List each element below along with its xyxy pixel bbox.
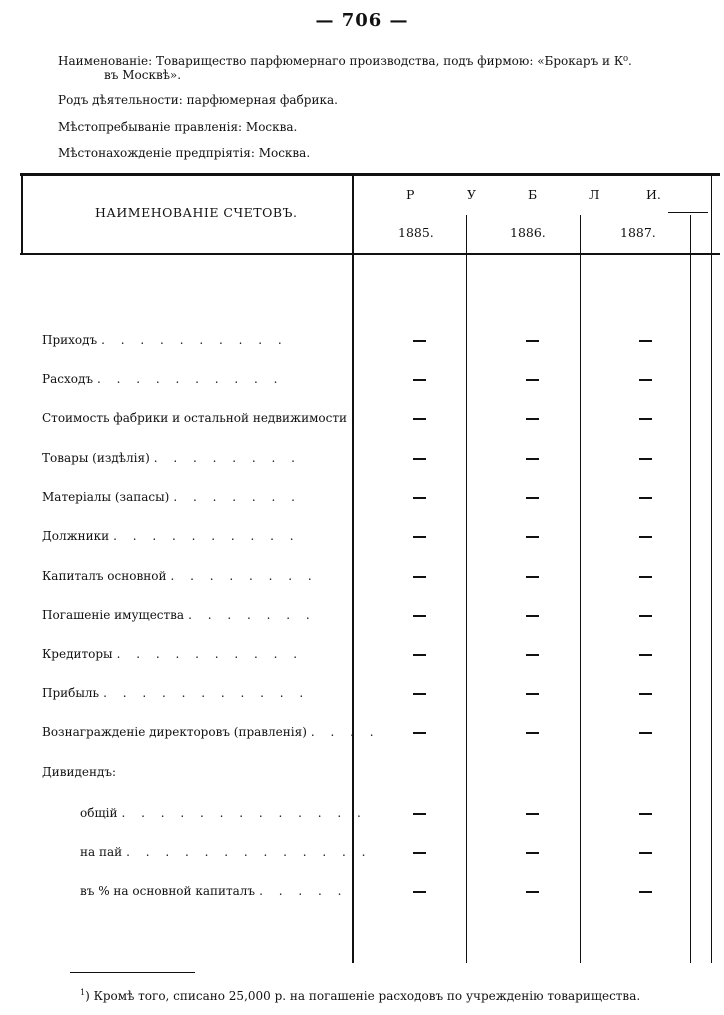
value-dash	[413, 654, 426, 656]
row-label-text: Капиталъ основной	[42, 569, 167, 583]
value-dash	[413, 340, 426, 342]
value-dash	[639, 693, 652, 695]
value-dash	[639, 458, 652, 460]
year-header-1887: 1887.	[620, 225, 656, 240]
footnote-marker: 1	[80, 988, 86, 997]
leader-dots: . . . . . . . . . .	[113, 529, 300, 543]
row-label-text: въ % на основной капиталъ	[80, 884, 256, 898]
table-row-label	[80, 884, 347, 898]
currency-letter: Л	[589, 187, 600, 202]
table-left-edge	[21, 173, 23, 255]
value-dash	[526, 379, 539, 381]
column-divider-1885	[466, 215, 467, 963]
row-label-text: Прибыль	[42, 686, 100, 700]
leader-dots: . . . . . . .	[188, 608, 316, 622]
footnote-text: ) Кромѣ того, списано 25,000 р. на погашеніе расходовъ по учрежденію товарищества.	[85, 989, 641, 1003]
value-dash	[639, 497, 652, 499]
value-dash	[639, 654, 652, 656]
footnote-rule	[70, 972, 195, 973]
value-dash	[639, 891, 652, 893]
table-row-label	[42, 569, 318, 583]
value-dash	[526, 418, 539, 420]
value-dash	[526, 576, 539, 578]
company-name	[58, 54, 698, 82]
table-row-label	[42, 490, 301, 504]
row-label-text: Кредиторы	[42, 647, 113, 661]
leader-dots: .	[351, 411, 361, 425]
value-dash	[639, 340, 652, 342]
table-row-label	[42, 411, 361, 425]
currency-letter: Р	[406, 187, 415, 202]
leader-dots: . . . . . . . . . . .	[103, 686, 310, 700]
year-header-1886: 1886.	[510, 225, 546, 240]
value-dash	[526, 654, 539, 656]
leader-dots: . . . . . . . . . .	[96, 372, 284, 386]
value-dash	[526, 693, 539, 695]
table-row-label	[42, 451, 301, 465]
footnote	[80, 988, 640, 1003]
accounts-column-header: НАИМЕНОВАНІЕ СЧЕТОВЪ.	[95, 205, 298, 220]
value-dash	[526, 891, 539, 893]
value-dash	[413, 497, 426, 499]
currency-letter: Б	[528, 187, 538, 202]
value-dash	[413, 891, 426, 893]
leader-dots: . . . . . . . . . . . . .	[126, 845, 372, 859]
table-row-label	[42, 725, 380, 739]
leader-dots: . . . . . . . .	[170, 569, 318, 583]
table-row-label	[42, 333, 288, 347]
value-dash	[413, 458, 426, 460]
page-number: — 706 —	[315, 10, 409, 31]
table-top-rule	[20, 173, 720, 176]
column-divider-1887	[690, 215, 691, 963]
value-dash	[526, 732, 539, 734]
table-right-edge	[711, 173, 712, 963]
leader-dots: . . . . . . . . . . . . .	[121, 806, 367, 820]
leader-dots: . . . . . . . . . .	[116, 647, 304, 661]
table-row-label	[80, 806, 367, 820]
leader-dots: . . . . . . . . . .	[101, 333, 288, 347]
value-dash	[639, 852, 652, 854]
row-label-text: Должники	[42, 529, 110, 543]
table-row-label	[42, 372, 283, 386]
row-label-text: Товары (издѣлія)	[42, 451, 150, 465]
value-dash	[526, 497, 539, 499]
value-dash	[526, 536, 539, 538]
value-dash	[413, 576, 426, 578]
value-dash	[639, 536, 652, 538]
table-row-label	[42, 765, 116, 779]
value-dash	[413, 732, 426, 734]
value-dash	[413, 615, 426, 617]
value-dash	[526, 813, 539, 815]
value-dash	[413, 693, 426, 695]
row-label-text: Расходъ	[42, 372, 93, 386]
row-label-text: Стоимость фабрики и остальной недвижимости	[42, 411, 348, 425]
value-dash	[413, 418, 426, 420]
table-row-label	[80, 845, 372, 859]
year-header-1885: 1885.	[398, 225, 434, 240]
value-dash	[639, 379, 652, 381]
leader-dots: . . . . .	[259, 884, 348, 898]
leader-dots: . . . .	[310, 725, 380, 739]
row-label-text: Приходъ	[42, 333, 98, 347]
table-row-label	[42, 647, 303, 661]
row-label-text: на пай	[80, 845, 123, 859]
row-label-text: Вознагражденіе директоровъ (правленія)	[42, 725, 307, 739]
leader-dots: . . . . . . . .	[153, 451, 301, 465]
row-label-text: Погашеніе имущества	[42, 608, 185, 622]
row-label-text: общій	[80, 806, 118, 820]
value-dash	[413, 852, 426, 854]
value-dash	[413, 813, 426, 815]
table-row-label	[42, 608, 316, 622]
leader-dots: . . . . . . .	[173, 490, 301, 504]
value-dash	[639, 418, 652, 420]
value-dash	[639, 576, 652, 578]
row-label-text: Матеріалы (запасы)	[42, 490, 170, 504]
header-partial-rule	[668, 212, 708, 213]
table-row-label	[42, 529, 300, 543]
company-name-line-2: въ Москвѣ».	[104, 68, 182, 82]
table-row-label	[42, 686, 309, 700]
value-dash	[413, 379, 426, 381]
board-location-line: Мѣстопребываніе правленія: Москва.	[58, 120, 298, 134]
value-dash	[639, 615, 652, 617]
enterprise-location-line: Мѣстонахожденіе предпріятія: Москва.	[58, 146, 311, 160]
currency-letter: У	[467, 187, 477, 202]
table-header-rule	[20, 253, 720, 255]
value-dash	[639, 813, 652, 815]
value-dash	[526, 340, 539, 342]
value-dash	[639, 732, 652, 734]
value-dash	[526, 458, 539, 460]
activity-line: Родъ дѣятельности: парфюмерная фабрика.	[58, 93, 338, 107]
value-dash	[526, 852, 539, 854]
company-name-line-1: Наименованіе: Товарищество парфюмернаго производства, подъ фирмою: «Брокаръ и К⁰.	[58, 54, 632, 68]
value-dash	[413, 536, 426, 538]
value-dash	[526, 615, 539, 617]
row-label-text: Дивидендъ:	[42, 765, 117, 779]
column-divider-1886	[580, 215, 581, 963]
currency-letter: И.	[646, 187, 661, 202]
